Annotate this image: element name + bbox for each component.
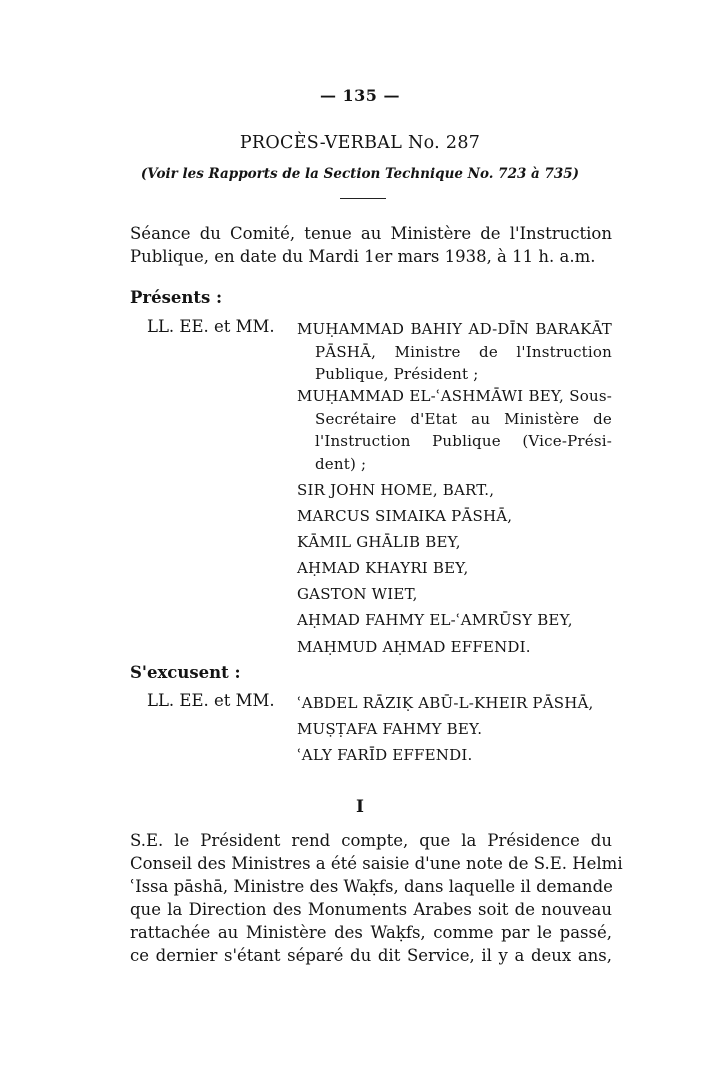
presents-prefix: LL. EE. et MM. <box>147 317 275 336</box>
presents-label: Présents : <box>130 288 223 307</box>
member-entry: AḤMAD KHAYRI BEY, <box>297 559 469 577</box>
section-line: rattachée au Ministère des Waḳfs, comme par le passé, <box>130 923 612 942</box>
intro-line: Séance du Comité, tenue au Ministère de l'Instruction <box>130 224 612 243</box>
member-entry: GASTON WIET, <box>297 585 418 603</box>
member-entry: MAḤMUD AḤMAD EFFENDI. <box>297 638 531 656</box>
member-line: Publique, Président ; <box>315 365 479 383</box>
member-entry: AḤMAD FAHMY EL-ʿAMRŪSY BEY, <box>297 611 573 629</box>
member-entry: ʿABDEL RĀZIḲ ABŪ-L-KHEIR PĀSHĀ, <box>297 694 594 712</box>
section-paragraph <box>130 829 623 967</box>
section-line: ce dernier s'étant séparé du dit Service, il y a deux ans, <box>130 946 612 965</box>
intro-line: Publique, en date du Mardi 1er mars 1938, à 11 h. a.m. <box>130 247 596 266</box>
member-entry: MUṢṬAFA FAHMY BEY. <box>297 720 483 738</box>
section-line: Conseil des Ministres a été saisie d'une note de S.E. Helmi <box>130 854 623 873</box>
excused-prefix: LL. EE. et MM. <box>147 691 275 710</box>
title-divider <box>340 198 386 199</box>
member-entry: MARCUS SIMAIKA PĀSHĀ, <box>297 507 513 525</box>
section-line: ʿIssa pāshā, Ministre des Waḳfs, dans laquelle il demande <box>130 877 613 896</box>
section-line: S.E. le Président rend compte, que la Présidence du <box>130 831 612 850</box>
member-line: Secrétaire d'Etat au Ministère de <box>315 409 612 428</box>
member-line: PĀSHĀ, Ministre de l'Instruction <box>315 342 612 361</box>
intro-paragraph <box>130 222 612 268</box>
page-number: — 135 — <box>319 86 401 105</box>
member-entry <box>297 318 612 386</box>
member-line: MUḤAMMAD EL-ʿASHMĀWI BEY, Sous- <box>297 387 612 405</box>
member-entry: ʿALY FARĪD EFFENDI. <box>297 746 473 764</box>
member-entry: KĀMIL GHĀLIB BEY, <box>297 533 461 551</box>
excused-label: S'excusent : <box>130 663 241 682</box>
member-entry <box>297 385 612 475</box>
page-title: PROCÈS-VERBAL No. 287 <box>239 133 481 153</box>
member-line: dent) ; <box>315 454 367 473</box>
section-line: que la Direction des Monuments Arabes soit de nouveau <box>130 900 612 919</box>
member-line: MUḤAMMAD BAHIY AD-DĪN BARAKĀT <box>297 320 612 338</box>
member-entry: SIR JOHN HOME, BART., <box>297 481 495 499</box>
member-line: l'Instruction Publique (Vice-Prési- <box>315 432 612 450</box>
page-subtitle: (Voir les Rapports de la Section Technique No. 723 à 735) <box>140 166 580 182</box>
section-number: I <box>356 797 364 817</box>
